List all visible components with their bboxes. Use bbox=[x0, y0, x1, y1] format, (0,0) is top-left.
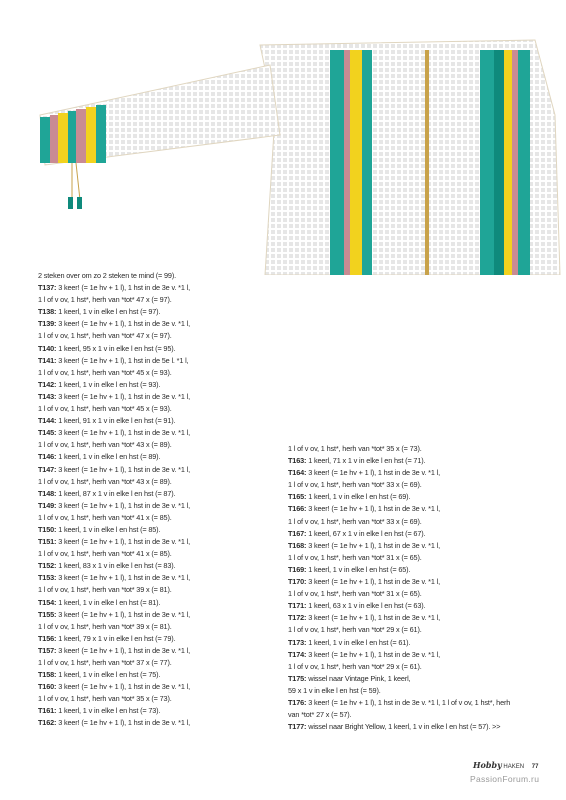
instruction-text: 3 keer! (= 1e hv + 1 l), 1 hst in de 3e v. *1 l, bbox=[308, 504, 440, 514]
instruction-line bbox=[288, 528, 543, 540]
row-number: T147: bbox=[38, 464, 57, 474]
row-number: T137: bbox=[38, 283, 57, 293]
instruction-text: wissel naar Vintage Pink, 1 keerl, bbox=[308, 673, 411, 683]
instruction-line bbox=[38, 500, 293, 512]
row-number: T156: bbox=[38, 633, 57, 643]
instruction-text: 1 l of v ov, 1 hst*, herh van *tot* 41 x (= 85). bbox=[38, 549, 172, 559]
instruction-line bbox=[38, 645, 293, 657]
instruction-text: 3 keer! (= 1e hv + 1 l), 1 hst in de 3e v. *1 l, bbox=[58, 500, 190, 510]
section-label: HAKEN bbox=[503, 764, 525, 770]
row-number: T152: bbox=[38, 561, 57, 571]
instruction-text: 1 keerl, 63 x 1 v in elke l en hst (= 63). bbox=[308, 601, 426, 611]
instruction-line bbox=[288, 709, 543, 721]
instruction-line bbox=[38, 427, 293, 439]
row-number: T174: bbox=[288, 649, 307, 659]
instruction-line bbox=[38, 512, 293, 524]
row-number: T146: bbox=[38, 452, 57, 462]
instruction-text: 3 keer! (= 1e hv + 1 l), 1 hst in de 3e v. *1 l, bbox=[58, 391, 190, 401]
instruction-text: 1 l of v ov, 1 hst*, herh van *tot* 47 x (= 97). bbox=[38, 331, 172, 341]
row-number: T155: bbox=[38, 609, 57, 619]
instruction-line bbox=[38, 464, 293, 476]
row-number: T153: bbox=[38, 573, 57, 583]
row-number: T138: bbox=[38, 307, 57, 317]
instruction-text: 1 l of v ov, 1 hst*, herh van *tot* 31 x (= 65). bbox=[288, 589, 422, 599]
instruction-line bbox=[38, 415, 293, 427]
instruction-text: 1 keerl, 1 v in elke l en hst (= 75). bbox=[58, 670, 161, 680]
instruction-line bbox=[38, 318, 293, 330]
instruction-line bbox=[38, 548, 293, 560]
instruction-text: 1 l of v ov, 1 hst*, herh van *tot* 45 x (= 93). bbox=[38, 404, 172, 414]
row-number: T143: bbox=[38, 391, 57, 401]
instruction-text: 1 l of v ov, 1 hst*, herh van *tot* 47 x (= 97). bbox=[38, 295, 172, 305]
instruction-text: 1 keerl, 95 x 1 v in elke l en hst (= 95). bbox=[58, 343, 176, 353]
instruction-text: 1 keerl, 91 x 1 v in elke l en hst (= 91). bbox=[58, 416, 176, 426]
row-number: T139: bbox=[38, 319, 57, 329]
row-number: T169: bbox=[288, 564, 307, 574]
instruction-line bbox=[38, 584, 293, 596]
watermark: PassionForum.ru bbox=[470, 774, 540, 784]
row-number: T164: bbox=[288, 468, 307, 478]
instruction-text: 3 keer! (= 1e hv + 1 l), 1 hst in de 3e v. *1 l, bbox=[58, 537, 190, 547]
instructions-left-column bbox=[38, 270, 293, 730]
instruction-line bbox=[38, 403, 293, 415]
instruction-text: 1 keerl, 67 x 1 v in elke l en hst (= 67). bbox=[308, 528, 426, 538]
instruction-line bbox=[38, 306, 293, 318]
row-number: T154: bbox=[38, 597, 57, 607]
row-number: T157: bbox=[38, 645, 57, 655]
instruction-line bbox=[38, 572, 293, 584]
instruction-text: 3 keer! (= 1e hv + 1 l), 1 hst in de 3e v. *1 l, bbox=[58, 609, 190, 619]
instruction-line bbox=[38, 536, 293, 548]
instruction-text: 59 x 1 v in elke l en hst (= 59). bbox=[288, 685, 381, 695]
row-number: T144: bbox=[38, 416, 57, 426]
row-number: T165: bbox=[288, 492, 307, 502]
row-number: T175: bbox=[288, 673, 307, 683]
instruction-text: 1 l of v ov, 1 hst*, herh van *tot* 33 x (= 69). bbox=[288, 480, 422, 490]
instruction-line bbox=[288, 637, 543, 649]
instruction-text: 3 keer! (= 1e hv + 1 l), 1 hst in de 3e v. *1 l, bbox=[58, 682, 190, 692]
instruction-text: 3 keer! (= 1e hv + 1 l), 1 hst in de 3e v. *1 l, bbox=[58, 464, 190, 474]
instruction-line bbox=[38, 282, 293, 294]
instruction-text: 3 keer! (= 1e hv + 1 l), 1 hst in de 3e v. *1 l, bbox=[58, 319, 190, 329]
row-number: T167: bbox=[288, 528, 307, 538]
instruction-text: wissel naar Bright Yellow, 1 keerl, 1 v in elke l en hst (= 57). >> bbox=[308, 722, 501, 732]
row-number: T168: bbox=[288, 540, 307, 550]
instruction-text: 1 l of v ov, 1 hst*, herh van *tot* 43 x (= 89). bbox=[38, 476, 172, 486]
instruction-text: 3 keer! (= 1e hv + 1 l), 1 hst in de 3e v. *1 l, bbox=[58, 645, 190, 655]
row-number: T177: bbox=[288, 722, 307, 732]
instruction-text: van *tot* 27 x (= 57). bbox=[288, 710, 352, 720]
instruction-line bbox=[38, 476, 293, 488]
instruction-line bbox=[38, 609, 293, 621]
row-number: T162: bbox=[38, 718, 57, 728]
instruction-text: 1 l of v ov, 1 hst*, herh van *tot* 39 x (= 81). bbox=[38, 621, 172, 631]
instruction-line bbox=[288, 540, 543, 552]
instruction-text: 1 keerl, 83 x 1 v in elke l en hst (= 83). bbox=[58, 561, 176, 571]
garment-photo bbox=[30, 25, 566, 275]
instruction-text: 3 keer! (= 1e hv + 1 l), 1 hst in de 3e v. *1 l, bbox=[308, 613, 440, 623]
instruction-text: 3 keer! (= 1e hv + 1 l), 1 hst in de 3e v. *1 l, bbox=[308, 577, 440, 587]
instruction-line bbox=[38, 379, 293, 391]
instruction-text: 1 keerl, 1 v in elke l en hst (= 61). bbox=[308, 637, 411, 647]
instruction-text: 1 l of v ov, 1 hst*, herh van *tot* 39 x (= 81). bbox=[38, 585, 172, 595]
instruction-text: 1 keerl, 1 v in elke l en hst (= 93). bbox=[58, 379, 161, 389]
instruction-text: 1 l of v ov, 1 hst*, herh van *tot* 37 x (= 77). bbox=[38, 658, 172, 667]
instruction-text: 1 keerl, 71 x 1 v in elke l en hst (= 71). bbox=[308, 456, 426, 466]
instruction-line bbox=[288, 649, 543, 661]
instruction-line bbox=[38, 451, 293, 463]
instruction-text: 1 keerl, 1 v in elke l en hst (= 97). bbox=[58, 307, 161, 317]
instruction-line bbox=[288, 576, 543, 588]
instruction-line bbox=[38, 439, 293, 451]
instruction-text: 3 keer! (= 1e hv + 1 l), 1 hst in de 3e v. *1 l, bbox=[58, 718, 190, 728]
instruction-line bbox=[38, 355, 293, 367]
row-number: T176: bbox=[288, 697, 307, 707]
row-number: T161: bbox=[38, 706, 57, 716]
instruction-line bbox=[288, 443, 543, 455]
instruction-line bbox=[288, 455, 543, 467]
instruction-text: 1 keerl, 79 x 1 v in elke l en hst (= 79). bbox=[58, 633, 176, 643]
instruction-text: 1 l of v ov, 1 hst*, herh van *tot* 29 x (= 61). bbox=[288, 625, 422, 635]
row-number: T142: bbox=[38, 379, 57, 389]
instruction-line bbox=[38, 633, 293, 645]
instruction-text: 1 l of v ov, 1 hst*, herh van *tot* 35 x (= 73). bbox=[38, 694, 172, 704]
instruction-text: 1 keerl, 1 v in elke l en hst (= 81). bbox=[58, 597, 161, 607]
instruction-text: 1 keerl, 1 v in elke l en hst (= 65). bbox=[308, 564, 411, 574]
row-number: T163: bbox=[288, 456, 307, 466]
instruction-text: 1 l of v ov, 1 hst*, herh van *tot* 45 x (= 93). bbox=[38, 367, 172, 377]
instruction-text: 1 l of v ov, 1 hst*, herh van *tot* 33 x (= 69). bbox=[288, 516, 422, 526]
row-number: T148: bbox=[38, 488, 57, 498]
instruction-text: 1 l of v ov, 1 hst*, herh van *tot* 43 x (= 89). bbox=[38, 440, 172, 450]
instructions-right-column bbox=[288, 443, 543, 733]
page-number: 77 bbox=[531, 764, 539, 770]
instruction-line bbox=[38, 524, 293, 536]
instruction-line bbox=[38, 693, 293, 705]
instruction-line bbox=[288, 467, 543, 479]
instruction-line bbox=[288, 503, 543, 515]
instruction-text: 1 keerl, 1 v in elke l en hst (= 73). bbox=[58, 706, 161, 716]
row-number: T173: bbox=[288, 637, 307, 647]
row-number: T158: bbox=[38, 670, 57, 680]
instruction-text: 1 keerl, 1 v in elke l en hst (= 89). bbox=[58, 452, 161, 462]
instruction-text: 1 l of v ov, 1 hst*, herh van *tot* 31 x (= 65). bbox=[288, 552, 422, 562]
instruction-line bbox=[288, 600, 543, 612]
instruction-text: 3 keer! (= 1e hv + 1 l), 1 hst in de 3e v. *1 l, bbox=[308, 540, 440, 550]
instruction-line bbox=[288, 516, 543, 528]
instruction-line bbox=[38, 597, 293, 609]
instruction-text: 3 keer! (= 1e hv + 1 l), 1 hst in de 3e v. *1 l, bbox=[58, 283, 190, 293]
instruction-line bbox=[38, 270, 293, 282]
instruction-line bbox=[288, 673, 543, 685]
row-number: T171: bbox=[288, 601, 307, 611]
instruction-text: 1 keerl, 87 x 1 v in elke l en hst (= 87). bbox=[58, 488, 176, 498]
instruction-text: 3 keer! (= 1e hv + 1 l), 1 hst in de 3e v. *1 l, bbox=[308, 468, 440, 478]
instruction-text: 1 l of v ov, 1 hst*, herh van *tot* 35 x (= 73). bbox=[288, 444, 422, 453]
page-footer bbox=[473, 760, 538, 770]
instruction-text: 3 keer! (= 1e hv + 1 l), 1 hst in de 3e v. *1 l, bbox=[58, 428, 190, 438]
row-number: T150: bbox=[38, 524, 57, 534]
instruction-text: 3 keer! (= 1e hv + 1 l), 1 hst in de 3e v. *1 l, 1 l of v ov, 1 hst*, herh bbox=[308, 697, 511, 707]
row-number: T145: bbox=[38, 428, 57, 438]
instruction-text: 1 keerl, 1 v in elke l en hst (= 69). bbox=[308, 492, 411, 502]
instruction-line bbox=[288, 697, 543, 709]
instruction-line bbox=[38, 488, 293, 500]
instruction-line bbox=[38, 705, 293, 717]
instruction-line bbox=[38, 343, 293, 355]
instruction-text: 3 keer! (= 1e hv + 1 l), 1 hst in de 3e v. *1 l, bbox=[308, 649, 440, 659]
instruction-line bbox=[38, 621, 293, 633]
instruction-line bbox=[288, 612, 543, 624]
instruction-line bbox=[288, 685, 543, 697]
row-number: T172: bbox=[288, 613, 307, 623]
instruction-line bbox=[38, 717, 293, 729]
instruction-line bbox=[288, 479, 543, 491]
instruction-line bbox=[288, 491, 543, 503]
instruction-text: 3 keer! (= 1e hv + 1 l), 1 hst in de 3e v. *1 l, bbox=[58, 573, 190, 583]
instruction-text: 2 steken over om zo 2 steken te mind (= 99). bbox=[38, 271, 176, 280]
instruction-line bbox=[288, 552, 543, 564]
instruction-line bbox=[38, 669, 293, 681]
row-number: T170: bbox=[288, 577, 307, 587]
row-number: T141: bbox=[38, 355, 57, 365]
row-number: T140: bbox=[38, 343, 57, 353]
row-number: T149: bbox=[38, 500, 57, 510]
instruction-line bbox=[288, 661, 543, 673]
instruction-text: 1 l of v ov, 1 hst*, herh van *tot* 41 x (= 85). bbox=[38, 512, 172, 522]
instruction-line bbox=[38, 657, 293, 669]
instruction-text: 1 keerl, 1 v in elke l en hst (= 85). bbox=[58, 524, 161, 534]
row-number: T160: bbox=[38, 682, 57, 692]
instruction-text: 3 keer! (= 1e hv + 1 l), 1 hst in de 5e l. *1 l, bbox=[58, 355, 189, 365]
instruction-line bbox=[38, 330, 293, 342]
instruction-line bbox=[38, 560, 293, 572]
instruction-line bbox=[38, 367, 293, 379]
instruction-line bbox=[288, 564, 543, 576]
row-number: T151: bbox=[38, 537, 57, 547]
instruction-text: 1 l of v ov, 1 hst*, herh van *tot* 29 x (= 61). bbox=[288, 661, 422, 671]
row-number: T166: bbox=[288, 504, 307, 514]
instruction-line bbox=[38, 294, 293, 306]
instruction-line bbox=[38, 391, 293, 403]
magazine-brand: Hobby bbox=[473, 760, 502, 770]
instruction-line bbox=[38, 681, 293, 693]
instruction-line bbox=[288, 624, 543, 636]
instruction-line bbox=[288, 588, 543, 600]
instruction-line bbox=[288, 721, 543, 733]
